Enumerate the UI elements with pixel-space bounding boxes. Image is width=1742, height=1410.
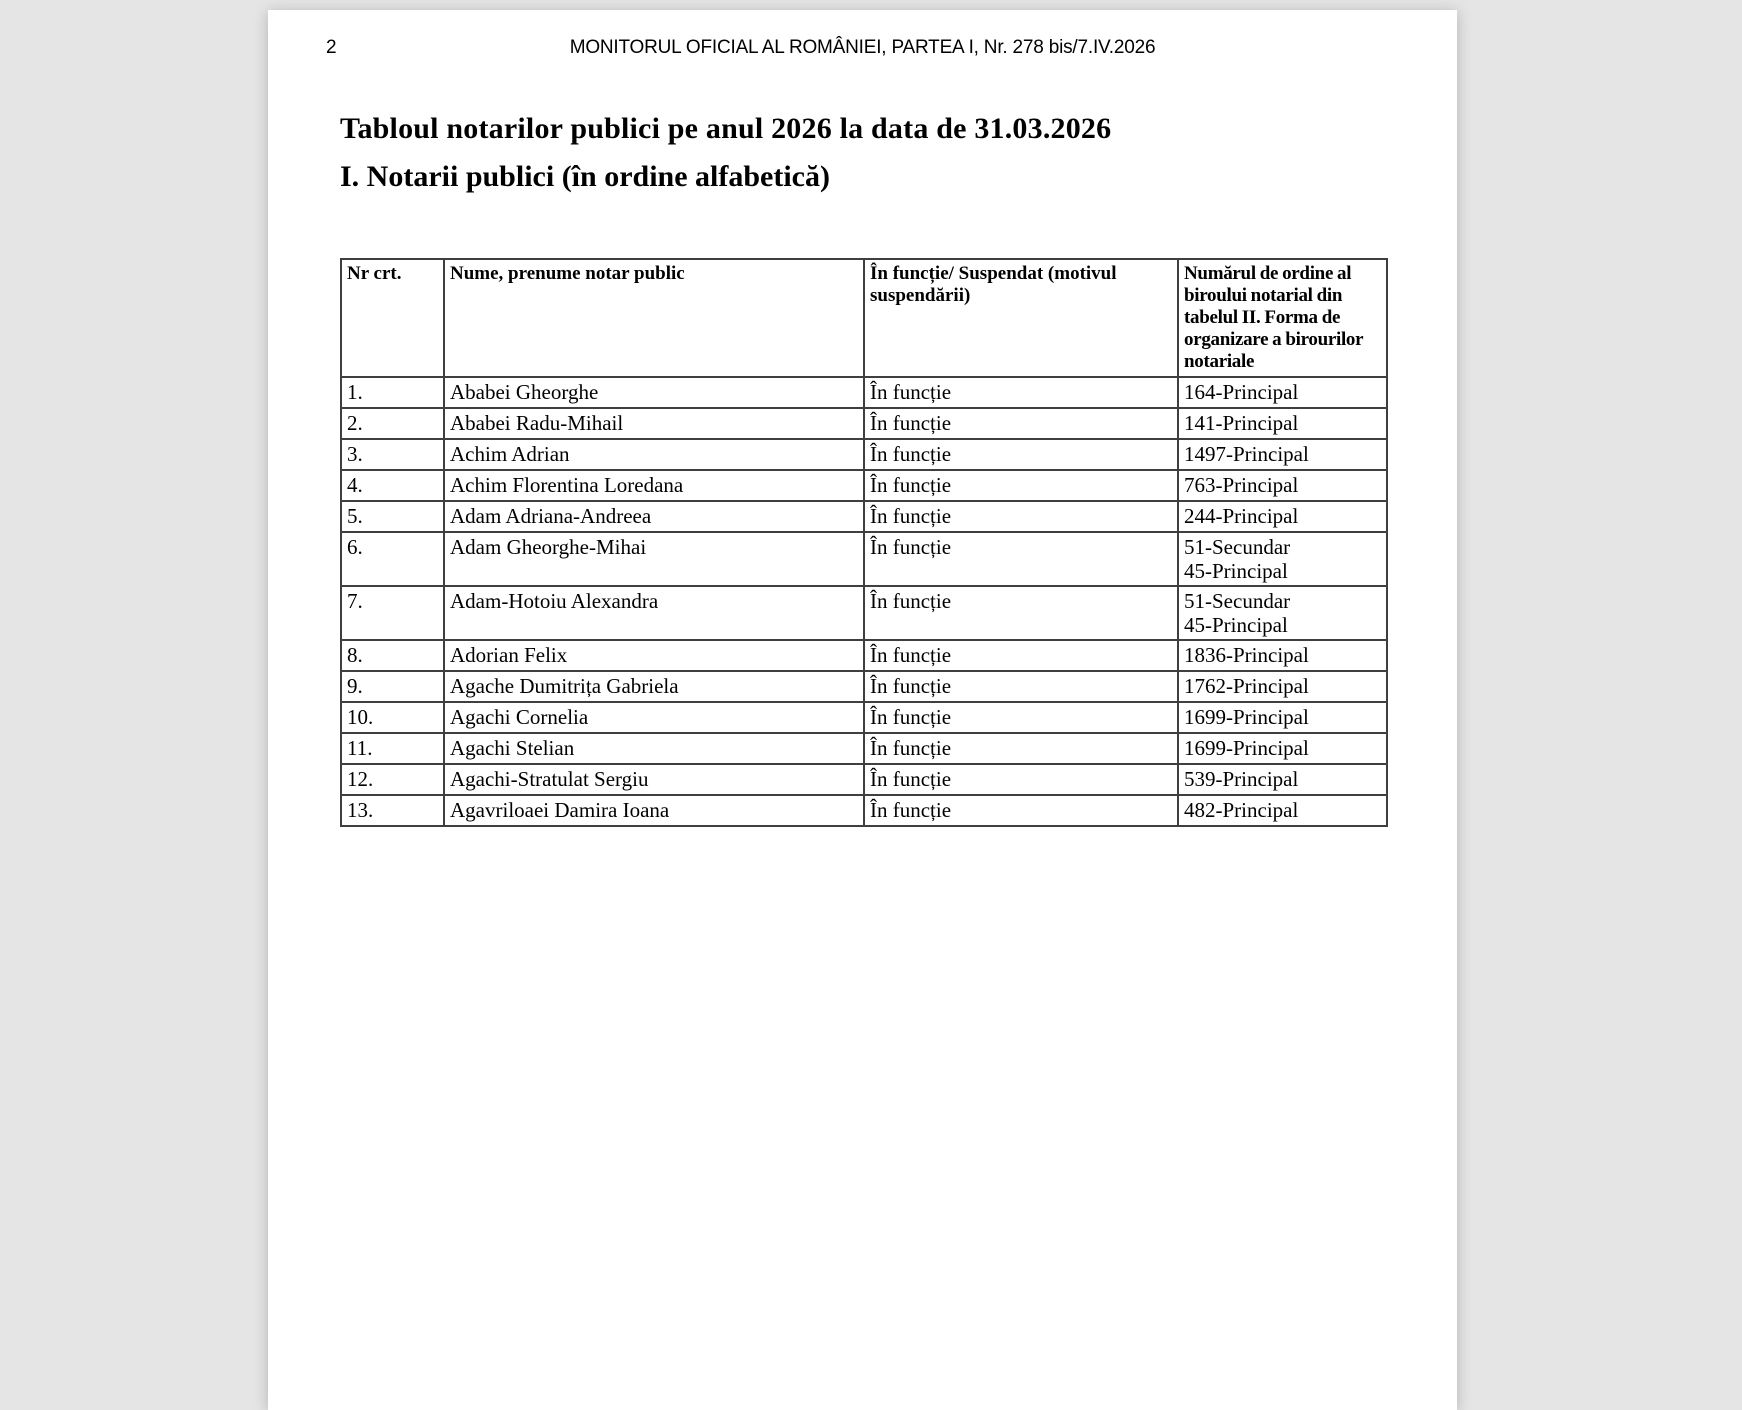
office-number-cell — [1178, 764, 1387, 795]
document-page — [268, 10, 1457, 1410]
col-header-name: Nume, prenume notar public — [444, 259, 864, 377]
notary-name: Agavriloaei Damira Ioana — [444, 795, 864, 826]
title-block — [340, 112, 1111, 194]
office-line: 244-Principal — [1184, 504, 1299, 528]
notary-status: În funcție — [864, 702, 1178, 733]
notary-status: În funcție — [864, 408, 1178, 439]
notary-name: Agachi-Stratulat Sergiu — [444, 764, 864, 795]
office-number-cell — [1178, 795, 1387, 826]
table-row — [341, 640, 1387, 671]
office-line: 45-Principal — [1184, 613, 1288, 637]
row-number: 5. — [341, 501, 444, 532]
row-number: 8. — [341, 640, 444, 671]
table-row — [341, 671, 1387, 702]
notary-status: În funcție — [864, 377, 1178, 408]
row-number: 7. — [341, 586, 444, 640]
section-heading: I. Notarii publici (în ordine alfabetică) — [340, 160, 830, 193]
table-row — [341, 470, 1387, 501]
office-line: 539-Principal — [1184, 767, 1299, 791]
office-line: 1699-Principal — [1184, 736, 1309, 760]
office-line: 51-Secundar — [1184, 589, 1291, 613]
office-line: 164-Principal — [1184, 380, 1299, 404]
office-number-cell — [1178, 532, 1387, 586]
table-row — [341, 377, 1387, 408]
notary-status: În funcție — [864, 671, 1178, 702]
office-line: 482-Principal — [1184, 798, 1299, 822]
notary-status: În funcție — [864, 501, 1178, 532]
page-number: 2 — [326, 37, 337, 58]
running-header — [268, 37, 1457, 59]
office-number-cell — [1178, 586, 1387, 640]
col-header-nr: Nr crt. — [341, 259, 444, 377]
notary-status: În funcție — [864, 733, 1178, 764]
notary-name: Agachi Stelian — [444, 733, 864, 764]
office-line: 45-Principal — [1184, 559, 1288, 583]
office-number-cell — [1178, 377, 1387, 408]
notary-name: Ababei Radu-Mihail — [444, 408, 864, 439]
notary-status: În funcție — [864, 764, 1178, 795]
office-number-cell — [1178, 470, 1387, 501]
row-number: 9. — [341, 671, 444, 702]
table-row — [341, 733, 1387, 764]
office-line: 1497-Principal — [1184, 442, 1309, 466]
office-number-cell — [1178, 408, 1387, 439]
col-header-status: În funcție/ Suspendat (motivul suspendării) — [864, 259, 1178, 377]
notary-name: Adorian Felix — [444, 640, 864, 671]
table-row — [341, 764, 1387, 795]
office-number-cell — [1178, 501, 1387, 532]
table-row — [341, 795, 1387, 826]
row-number: 6. — [341, 532, 444, 586]
office-line: 51-Secundar — [1184, 535, 1291, 559]
row-number: 1. — [341, 377, 444, 408]
col-header-office: Numărul de ordine al biroului notarial din tabelul II. Forma de organizare a birourilor notariale — [1178, 259, 1387, 377]
row-number: 2. — [341, 408, 444, 439]
row-number: 12. — [341, 764, 444, 795]
office-line: 1836-Principal — [1184, 643, 1309, 667]
office-number-cell — [1178, 671, 1387, 702]
office-number-cell — [1178, 733, 1387, 764]
row-number: 10. — [341, 702, 444, 733]
notary-name: Achim Florentina Loredana — [444, 470, 864, 501]
table-row — [341, 532, 1387, 586]
notary-name: Ababei Gheorghe — [444, 377, 864, 408]
table-row — [341, 408, 1387, 439]
notary-name: Achim Adrian — [444, 439, 864, 470]
notary-status: În funcție — [864, 640, 1178, 671]
notaries-table-body — [341, 377, 1387, 826]
notary-name: Adam Gheorghe-Mihai — [444, 532, 864, 586]
notary-status: În funcție — [864, 532, 1178, 586]
table-row — [341, 501, 1387, 532]
table-row — [341, 702, 1387, 733]
table-header-row — [341, 259, 1387, 377]
notary-name: Agachi Cornelia — [444, 702, 864, 733]
notary-status: În funcție — [864, 795, 1178, 826]
table-row — [341, 586, 1387, 640]
office-line: 1699-Principal — [1184, 705, 1309, 729]
row-number: 3. — [341, 439, 444, 470]
notary-name: Adam Adriana-Andreea — [444, 501, 864, 532]
office-number-cell — [1178, 439, 1387, 470]
notary-status: În funcție — [864, 439, 1178, 470]
table-row — [341, 439, 1387, 470]
office-line: 1762-Principal — [1184, 674, 1309, 698]
row-number: 13. — [341, 795, 444, 826]
notary-status: În funcție — [864, 470, 1178, 501]
notaries-table — [340, 258, 1388, 827]
row-number: 11. — [341, 733, 444, 764]
notary-status: În funcție — [864, 586, 1178, 640]
notary-name: Agache Dumitrița Gabriela — [444, 671, 864, 702]
office-line: 141-Principal — [1184, 411, 1299, 435]
office-line: 763-Principal — [1184, 473, 1299, 497]
document-title: Tabloul notarilor publici pe anul 2026 la data de 31.03.2026 — [340, 112, 1112, 145]
journal-header: MONITORUL OFICIAL AL ROMÂNIEI, PARTEA I, Nr. 278 bis/7.IV.2026 — [569, 37, 1156, 58]
office-number-cell — [1178, 640, 1387, 671]
notary-name: Adam-Hotoiu Alexandra — [444, 586, 864, 640]
row-number: 4. — [341, 470, 444, 501]
office-number-cell — [1178, 702, 1387, 733]
